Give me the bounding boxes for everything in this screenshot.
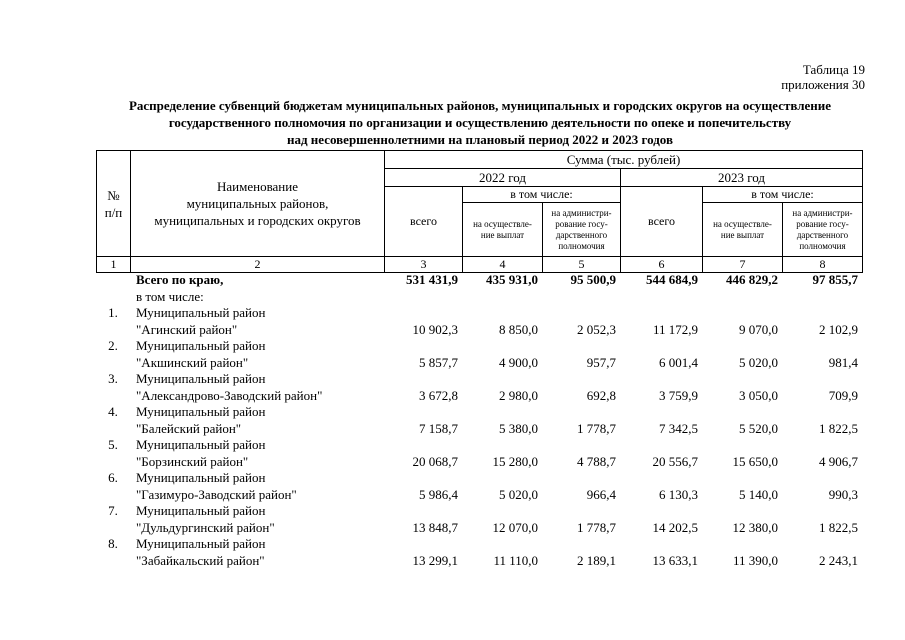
row-value: 4 906,7 xyxy=(819,453,858,469)
row-value: 9 070,0 xyxy=(739,321,778,337)
row-value: 4 788,7 xyxy=(577,453,616,469)
row-value: 957,7 xyxy=(586,354,616,370)
table-row xyxy=(96,355,862,372)
header-admin-2022: на администри- рование госу- дарственного полномочия xyxy=(543,203,621,257)
row-value: 981,4 xyxy=(828,354,858,370)
header-num: № п/п xyxy=(97,151,131,257)
row-value: 5 380,0 xyxy=(499,420,538,436)
row-type: Муниципальный район xyxy=(136,305,266,320)
row-value: 7 342,5 xyxy=(659,420,698,436)
row-value: 11 110,0 xyxy=(493,552,538,568)
row-value: 692,8 xyxy=(586,387,616,403)
row-name: "Балейский район" xyxy=(136,420,242,436)
table-row xyxy=(96,487,862,504)
table-row xyxy=(96,338,862,355)
row-number: 3. xyxy=(108,371,118,386)
row-value: 2 189,1 xyxy=(577,552,616,568)
header-sum: Сумма (тыс. рублей) xyxy=(385,151,863,169)
document-title xyxy=(60,97,900,148)
colnum-8: 8 xyxy=(783,257,863,273)
row-value: 5 986,4 xyxy=(419,486,458,502)
row-name: "Агинский район" xyxy=(136,321,238,337)
header-year-2022: 2022 год xyxy=(385,169,621,187)
title-line-3: над несовершеннолетними на плановый период 2022 и 2023 годов xyxy=(286,132,674,147)
row-value: 2 243,1 xyxy=(819,552,858,568)
row-value: 5 520,0 xyxy=(739,420,778,436)
row-value: 4 900,0 xyxy=(499,354,538,370)
totals-subrow xyxy=(96,289,862,306)
row-name: "Дульдургинский район" xyxy=(136,519,275,535)
row-value: 3 759,9 xyxy=(659,387,698,403)
row-value: 15 280,0 xyxy=(492,453,538,469)
table-row xyxy=(96,553,862,570)
totals-value: 531 431,9 xyxy=(406,272,458,287)
row-value: 12 070,0 xyxy=(492,519,538,535)
row-type: Муниципальный район xyxy=(136,503,266,518)
row-value: 1 778,7 xyxy=(577,420,616,436)
row-value: 5 020,0 xyxy=(499,486,538,502)
totals-value: 544 684,9 xyxy=(646,272,698,287)
colnum-2: 2 xyxy=(131,257,385,273)
row-type: Муниципальный район xyxy=(136,536,266,551)
row-value: 1 822,5 xyxy=(819,519,858,535)
title-line-2: государственного полномочия по организации и осуществлению деятельности по опеке и попечительству xyxy=(168,115,792,130)
table-caption xyxy=(781,62,865,92)
row-value: 8 850,0 xyxy=(499,321,538,337)
row-value: 2 102,9 xyxy=(819,321,858,337)
totals-value: 97 855,7 xyxy=(812,272,858,287)
row-value: 3 672,8 xyxy=(419,387,458,403)
row-value: 13 299,1 xyxy=(412,552,458,568)
table-row xyxy=(96,322,862,339)
row-value: 6 130,3 xyxy=(659,486,698,502)
row-value: 14 202,5 xyxy=(652,519,698,535)
colnum-7: 7 xyxy=(703,257,783,273)
row-value: 15 650,0 xyxy=(732,453,778,469)
header-name: Наименование муниципальных районов, муниципальных и городских округов xyxy=(131,151,385,257)
row-value: 6 001,4 xyxy=(659,354,698,370)
colnum-5: 5 xyxy=(543,257,621,273)
row-value: 709,9 xyxy=(828,387,858,403)
totals-value: 446 829,2 xyxy=(726,272,778,287)
row-name: "Борзинский район" xyxy=(136,453,249,469)
row-name: "Газимуро-Заводский район" xyxy=(136,486,297,502)
row-value: 20 068,7 xyxy=(412,453,458,469)
table-row xyxy=(96,503,862,520)
table-row xyxy=(96,454,862,471)
colnum-4: 4 xyxy=(463,257,543,273)
row-value: 990,3 xyxy=(828,486,858,502)
caption-table-number: Таблица 19 xyxy=(802,62,865,77)
table-row xyxy=(96,305,862,322)
row-value: 3 050,0 xyxy=(739,387,778,403)
colnum-3: 3 xyxy=(385,257,463,273)
row-number: 7. xyxy=(108,503,118,518)
table-row xyxy=(96,520,862,537)
row-type: Муниципальный район xyxy=(136,437,266,452)
row-value: 966,4 xyxy=(586,486,616,502)
row-value: 13 633,1 xyxy=(652,552,698,568)
row-name: "Акшинский район" xyxy=(136,354,249,370)
row-value: 20 556,7 xyxy=(652,453,698,469)
colnum-1: 1 xyxy=(97,257,131,273)
caption-appendix-number: приложения 30 xyxy=(781,77,865,92)
table-row xyxy=(96,388,862,405)
row-number: 6. xyxy=(108,470,118,485)
table-row xyxy=(96,437,862,454)
table-row xyxy=(96,470,862,487)
row-value: 2 052,3 xyxy=(577,321,616,337)
row-value: 11 172,9 xyxy=(652,321,698,337)
table-header xyxy=(96,150,863,273)
totals-label: Всего по краю, xyxy=(136,272,224,287)
totals-value: 95 500,9 xyxy=(570,272,616,287)
row-number: 5. xyxy=(108,437,118,452)
table-row xyxy=(96,421,862,438)
header-year-2023: 2023 год xyxy=(621,169,863,187)
table-row xyxy=(96,536,862,553)
row-number: 8. xyxy=(108,536,118,551)
row-number: 4. xyxy=(108,404,118,419)
table-row xyxy=(96,371,862,388)
row-value: 5 020,0 xyxy=(739,354,778,370)
totals-row xyxy=(96,272,862,289)
row-value: 2 980,0 xyxy=(499,387,538,403)
header-total-2022: всего xyxy=(385,187,463,257)
row-value: 12 380,0 xyxy=(732,519,778,535)
colnum-6: 6 xyxy=(621,257,703,273)
row-value: 1 822,5 xyxy=(819,420,858,436)
row-number: 2. xyxy=(108,338,118,353)
header-payments-2022: на осуществле- ние выплат xyxy=(463,203,543,257)
row-value: 11 390,0 xyxy=(732,552,778,568)
header-incl-2022: в том числе: xyxy=(463,187,621,203)
header-payments-2023: на осуществле- ние выплат xyxy=(703,203,783,257)
row-value: 1 778,7 xyxy=(577,519,616,535)
row-type: Муниципальный район xyxy=(136,470,266,485)
header-total-2023: всего xyxy=(621,187,703,257)
row-type: Муниципальный район xyxy=(136,338,266,353)
table-body xyxy=(96,272,862,569)
title-line-1: Распределение субвенций бюджетам муниципальных районов, муниципальных и городских округов на осуществление xyxy=(128,98,832,113)
row-value: 7 158,7 xyxy=(419,420,458,436)
row-value: 10 902,3 xyxy=(412,321,458,337)
totals-sublabel: в том числе: xyxy=(136,288,204,304)
row-type: Муниципальный район xyxy=(136,404,266,419)
totals-value: 435 931,0 xyxy=(486,272,538,287)
row-name: "Александрово-Заводский район" xyxy=(136,387,323,403)
row-type: Муниципальный район xyxy=(136,371,266,386)
row-value: 5 857,7 xyxy=(419,354,458,370)
row-value: 13 848,7 xyxy=(412,519,458,535)
row-name: "Забайкальский район" xyxy=(136,552,265,568)
row-number: 1. xyxy=(108,305,118,320)
row-value: 5 140,0 xyxy=(739,486,778,502)
table-row xyxy=(96,404,862,421)
header-incl-2023: в том числе: xyxy=(703,187,863,203)
header-admin-2023: на администри- рование госу- дарственного полномочия xyxy=(783,203,863,257)
